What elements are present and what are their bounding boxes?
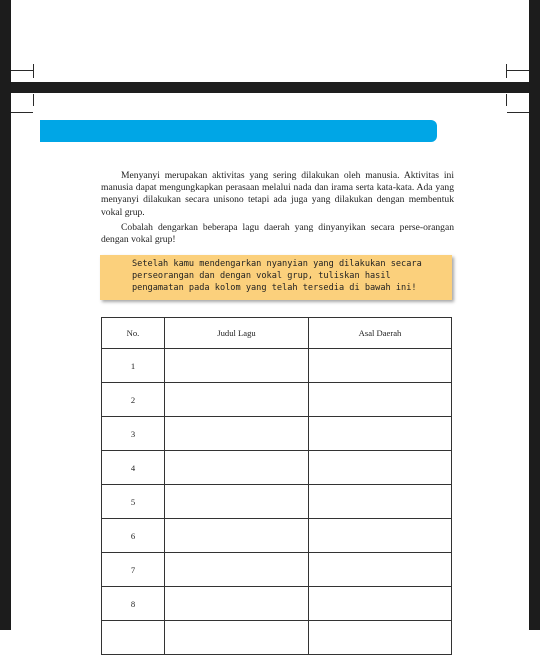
cell-asal-daerah[interactable] <box>309 383 452 417</box>
cell-judul-lagu[interactable] <box>165 383 309 417</box>
crop-mark <box>507 112 529 113</box>
row-number: 5 <box>102 485 165 519</box>
viewer-left-border <box>0 0 11 630</box>
cell-judul-lagu[interactable] <box>165 417 309 451</box>
section-header-bar <box>40 120 437 142</box>
activity-callout-box <box>100 255 452 300</box>
crop-mark <box>33 64 34 78</box>
header-judul-lagu: Judul Lagu <box>165 318 309 349</box>
row-number: 7 <box>102 553 165 587</box>
table-row <box>102 451 452 485</box>
table-row <box>102 349 452 383</box>
table-row <box>102 553 452 587</box>
cell-asal-daerah[interactable] <box>309 349 452 383</box>
table-row <box>102 621 452 655</box>
row-number: 4 <box>102 451 165 485</box>
row-number: 3 <box>102 417 165 451</box>
cell-judul-lagu[interactable] <box>165 553 309 587</box>
cell-judul-lagu[interactable] <box>165 621 309 655</box>
table-row <box>102 485 452 519</box>
cell-judul-lagu[interactable] <box>165 451 309 485</box>
crop-mark <box>33 94 34 106</box>
page-separator-band <box>11 82 529 93</box>
cell-judul-lagu[interactable] <box>165 485 309 519</box>
callout-text: Setelah kamu mendengarkan nyanyian yang dilakukan secara perseorangan dan dengan vokal grup, tuliskan hasil pengamatan pada kolom yang telah tersedia di bawah ini! <box>132 259 422 294</box>
cell-asal-daerah[interactable] <box>309 587 452 621</box>
cell-asal-daerah[interactable] <box>309 451 452 485</box>
crop-mark <box>506 94 507 106</box>
row-number <box>102 621 165 655</box>
observation-table <box>101 317 452 655</box>
cell-judul-lagu[interactable] <box>165 519 309 553</box>
header-no: No. <box>102 318 165 349</box>
crop-mark <box>507 70 529 71</box>
row-number: 6 <box>102 519 165 553</box>
crop-mark <box>11 70 33 71</box>
crop-mark <box>506 64 507 78</box>
header-asal-daerah: Asal Daerah <box>309 318 452 349</box>
cell-judul-lagu[interactable] <box>165 587 309 621</box>
viewer-right-border <box>529 0 540 630</box>
crop-mark <box>11 112 33 113</box>
table-row <box>102 587 452 621</box>
cell-asal-daerah[interactable] <box>309 553 452 587</box>
table-row <box>102 417 452 451</box>
paragraph-instruction <box>101 222 454 246</box>
cell-judul-lagu[interactable] <box>165 349 309 383</box>
row-number: 8 <box>102 587 165 621</box>
table-header-row <box>102 318 452 349</box>
table-row <box>102 383 452 417</box>
paragraph-intro <box>101 170 454 219</box>
cell-asal-daerah[interactable] <box>309 519 452 553</box>
paragraph-text: Cobalah dengarkan beberapa lagu daerah yang dinyanyikan secara perse-orangan dengan vokal grup! <box>101 222 454 246</box>
table-row <box>102 519 452 553</box>
paragraph-text: Menyanyi merupakan aktivitas yang sering dilakukan oleh manusia. Aktivitas ini manusia dapat mengungkapkan perasaan melalui nada dan irama serta kata-kata. Ada yang menyanyi dilakukan secara unisono tetapi ada juga yang dilakukan dengan membentuk vokal grup. <box>101 170 454 218</box>
row-number: 1 <box>102 349 165 383</box>
row-number: 2 <box>102 383 165 417</box>
cell-asal-daerah[interactable] <box>309 621 452 655</box>
cell-asal-daerah[interactable] <box>309 417 452 451</box>
cell-asal-daerah[interactable] <box>309 485 452 519</box>
